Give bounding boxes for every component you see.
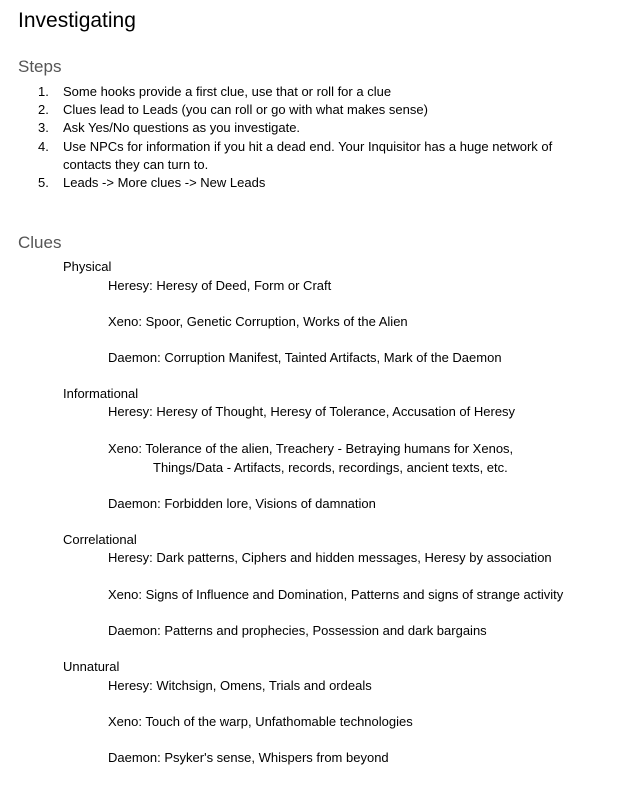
clue-correlational-xeno: Xeno: Signs of Influence and Domination, Patterns and signs of strange activity [108,587,564,602]
clue-correlational-daemon: Daemon: Patterns and prophecies, Possession and dark bargains [108,623,487,638]
list-item [38,83,598,101]
list-item [38,101,598,119]
clue-informational-xeno-line2: Things/Data - Artifacts, records, recordings, ancient texts, etc. [153,459,508,475]
clue-physical-daemon: Daemon: Corruption Manifest, Tainted Artifacts, Mark of the Daemon [108,350,502,365]
list-item [38,138,598,174]
clue-informational-heresy: Heresy: Heresy of Thought, Heresy of Tolerance, Accusation of Heresy [108,404,516,419]
clue-physical-xeno: Xeno: Spoor, Genetic Corruption, Works of the Alien [108,314,408,329]
list-item-text: Leads -> More clues -> New Leads [63,175,266,191]
list-number: 4. [38,138,49,154]
category-unnatural: Unnatural [63,659,120,674]
category-physical: Physical [63,259,112,274]
clue-informational-xeno-line1: Xeno: Tolerance of the alien, Treachery - Betraying humans for Xenos, [108,441,514,456]
list-item [38,119,598,137]
clue-physical-heresy: Heresy: Heresy of Deed, Form or Craft [108,278,332,293]
clue-correlational-heresy: Heresy: Dark patterns, Ciphers and hidden messages, Heresy by association [108,550,552,565]
clue-informational-daemon: Daemon: Forbidden lore, Visions of damnation [108,496,376,511]
clue-unnatural-xeno: Xeno: Touch of the warp, Unfathomable technologies [108,714,413,729]
category-informational: Informational [63,386,139,401]
category-correlational: Correlational [63,532,137,547]
list-number: 3. [38,120,49,136]
list-number: 1. [38,84,49,99]
clues-heading: Clues [18,233,62,252]
list-item-text: Ask Yes/No questions as you investigate. [63,120,301,136]
list-item-text: Some hooks provide a first clue, use that or roll for a clue [63,84,392,99]
steps-list [38,83,598,192]
list-number: 2. [38,102,49,118]
clue-informational-xeno [108,440,513,477]
list-item [38,174,598,192]
list-number: 5. [38,175,49,191]
list-item-text: Clues lead to Leads (you can roll or go with what makes sense) [63,102,428,118]
list-item-text: Use NPCs for information if you hit a dead end. Your Inquisitor has a huge network of contacts they can turn to. [63,138,553,172]
steps-heading: Steps [18,57,62,76]
clue-unnatural-heresy: Heresy: Witchsign, Omens, Trials and ordeals [108,678,372,693]
page-title: Investigating [18,9,136,32]
clue-unnatural-daemon: Daemon: Psyker's sense, Whispers from beyond [108,750,389,765]
